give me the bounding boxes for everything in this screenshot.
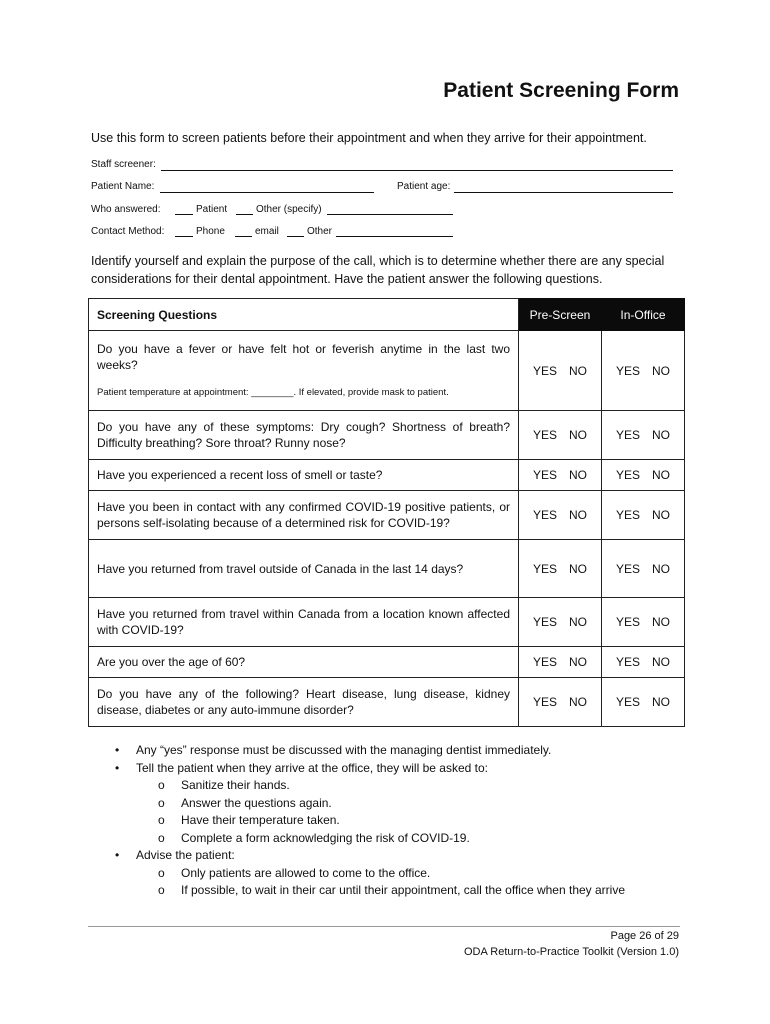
header-screening-questions: Screening Questions — [89, 299, 519, 331]
patient-age-field[interactable] — [454, 192, 673, 193]
sub-list-item — [115, 812, 675, 830]
yes-option[interactable]: YES — [615, 695, 640, 709]
table-row — [89, 491, 685, 540]
bullet-dot-icon: • — [115, 760, 120, 775]
sub-list-item — [115, 865, 675, 883]
question-text: Do you have any of the following? Heart disease, lung disease, kidney disease, diabetes or any auto-immune disorder? — [89, 678, 519, 727]
no-option[interactable]: NO — [652, 428, 670, 442]
bullet-text: Advise the patient: — [136, 848, 235, 862]
no-option[interactable]: NO — [569, 508, 587, 522]
inoffice-answer[interactable] — [602, 540, 685, 598]
contact-other-field[interactable] — [336, 236, 453, 237]
no-option[interactable]: NO — [569, 615, 587, 629]
circle-bullet-icon: o — [158, 795, 165, 810]
no-option[interactable]: NO — [569, 428, 587, 442]
staff-screener-label: Staff screener: — [91, 159, 156, 170]
footer-toolkit: ODA Return-to-Practice Toolkit (Version 1.0) — [464, 946, 679, 958]
page-number: Page 26 of 29 — [610, 930, 679, 942]
yes-option[interactable]: YES — [615, 615, 640, 629]
yes-option[interactable]: YES — [615, 508, 640, 522]
bullet-text: Any “yes” response must be discussed with the managing dentist immediately. — [136, 743, 552, 757]
no-option[interactable]: NO — [652, 695, 670, 709]
yes-option[interactable]: YES — [532, 655, 557, 669]
inoffice-answer[interactable] — [602, 411, 685, 460]
inoffice-answer[interactable] — [602, 647, 685, 678]
sub-list-item — [115, 777, 675, 795]
list-item — [115, 760, 675, 778]
no-option[interactable]: NO — [652, 655, 670, 669]
patient-age-label: Patient age: — [397, 181, 451, 192]
contact-other-check[interactable] — [287, 236, 304, 237]
yes-option[interactable]: YES — [615, 363, 640, 378]
no-option[interactable]: NO — [569, 468, 587, 482]
no-option[interactable]: NO — [652, 363, 670, 378]
sub-bullet-text: Answer the questions again. — [181, 795, 332, 810]
inoffice-answer[interactable] — [602, 678, 685, 727]
table-row — [89, 460, 685, 491]
intro-text: Use this form to screen patients before their appointment and when they arrive for their appointment. — [91, 131, 647, 145]
yes-option[interactable]: YES — [532, 468, 557, 482]
footer-divider — [88, 926, 680, 927]
list-item — [115, 847, 675, 865]
table-row — [89, 678, 685, 727]
yes-option[interactable]: YES — [615, 468, 640, 482]
no-option[interactable]: NO — [652, 561, 670, 576]
no-option[interactable]: NO — [652, 508, 670, 522]
question-text: Are you over the age of 60? — [89, 647, 519, 678]
yes-option[interactable]: YES — [532, 508, 557, 522]
no-option[interactable]: NO — [652, 615, 670, 629]
question-text: Have you been in contact with any confirmed COVID-19 positive patients, or persons self-isolating because of a determined risk for COVID-19? — [89, 491, 519, 540]
prescreen-answer[interactable] — [519, 411, 602, 460]
circle-bullet-icon: o — [158, 883, 165, 897]
question-text: Have you experienced a recent loss of smell or taste? — [89, 460, 519, 491]
patient-name-field[interactable] — [160, 192, 374, 193]
bullet-dot-icon: • — [115, 743, 120, 757]
prescreen-answer[interactable] — [519, 460, 602, 491]
table-row — [89, 411, 685, 460]
staff-screener-row — [91, 159, 156, 170]
sub-bullet-text: Only patients are allowed to come to the office. — [181, 865, 431, 880]
yes-option[interactable]: YES — [615, 561, 640, 576]
sub-list-item — [115, 795, 675, 813]
contact-email-check[interactable] — [235, 236, 252, 237]
inoffice-answer[interactable] — [602, 460, 685, 491]
contact-phone-check[interactable] — [175, 236, 193, 237]
yes-option[interactable]: YES — [615, 655, 640, 669]
who-other-specify-field[interactable] — [327, 214, 453, 215]
prescreen-answer[interactable] — [519, 491, 602, 540]
table-row — [89, 647, 685, 678]
table-header-row — [89, 299, 685, 331]
temperature-note: Patient temperature at appointment: ________. If elevated, provide mask to patient. — [97, 386, 449, 398]
yes-option[interactable]: YES — [532, 428, 557, 442]
question-text: Have you returned from travel outside of Canada in the last 14 days? — [89, 540, 519, 598]
prescreen-answer[interactable] — [519, 540, 602, 598]
sub-list-item — [115, 830, 675, 848]
inoffice-answer[interactable] — [602, 491, 685, 540]
yes-option[interactable]: YES — [615, 428, 640, 442]
screening-table — [88, 298, 685, 727]
table-row — [89, 598, 685, 647]
table-row — [89, 331, 685, 411]
who-other-check[interactable] — [236, 214, 253, 215]
no-option[interactable]: NO — [569, 561, 587, 576]
bullet-text: Tell the patient when they arrive at the office, they will be asked to: — [136, 760, 488, 775]
who-answered-label: Who answered: — [91, 204, 161, 215]
contact-phone-label: Phone — [196, 226, 225, 237]
table-row — [89, 540, 685, 598]
patient-name-label: Patient Name: — [91, 181, 155, 192]
sub-bullet-text: Sanitize their hands. — [181, 778, 290, 792]
circle-bullet-icon: o — [158, 865, 165, 880]
circle-bullet-icon: o — [158, 830, 165, 845]
sub-list-item — [115, 882, 675, 900]
sub-bullet-text: Complete a form acknowledging the risk of COVID-19. — [181, 830, 470, 845]
list-item — [115, 742, 675, 760]
header-prescreen: Pre-Screen — [519, 299, 602, 331]
contact-other-label: Other — [307, 226, 333, 237]
prescreen-answer[interactable] — [519, 598, 602, 647]
inoffice-answer[interactable] — [602, 598, 685, 647]
who-other-label: Other (specify) — [256, 204, 322, 215]
yes-option[interactable]: YES — [532, 363, 557, 378]
circle-bullet-icon: o — [158, 813, 165, 827]
yes-option[interactable]: YES — [532, 561, 557, 576]
question-text: Do you have a fever or have felt hot or feverish anytime in the last two weeks? — [97, 341, 510, 372]
prescreen-answer[interactable] — [519, 678, 602, 727]
instructions-paragraph: Identify yourself and explain the purpose of the call, which is to determine whether there are any special considerations for their dental appointment. Have the patient answer the following questions. — [91, 254, 665, 286]
inoffice-answer[interactable] — [602, 331, 685, 411]
bullet-dot-icon: • — [115, 848, 120, 862]
no-option[interactable]: NO — [569, 695, 587, 709]
prescreen-answer[interactable] — [519, 331, 602, 411]
circle-bullet-icon: o — [158, 778, 165, 792]
no-option[interactable]: NO — [569, 363, 587, 378]
page-title: Patient Screening Form — [443, 79, 679, 102]
bullet-list — [115, 742, 675, 900]
sub-bullet-text: Have their temperature taken. — [181, 813, 340, 827]
yes-option[interactable]: YES — [532, 695, 557, 709]
question-cell — [89, 331, 519, 411]
no-option[interactable]: NO — [652, 468, 670, 482]
contact-method-label: Contact Method: — [91, 226, 165, 237]
question-text: Have you returned from travel within Canada from a location known affected with COVID-19? — [89, 598, 519, 647]
header-inoffice: In-Office — [602, 299, 685, 331]
prescreen-answer[interactable] — [519, 647, 602, 678]
sub-bullet-text: If possible, to wait in their car until their appointment, call the office when they arrive — [181, 883, 626, 897]
no-option[interactable]: NO — [569, 655, 587, 669]
staff-screener-field[interactable] — [161, 170, 673, 171]
who-patient-label: Patient — [196, 204, 228, 215]
question-text: Do you have any of these symptoms: Dry cough? Shortness of breath? Difficulty breathing? Sore throat? Runny nose? — [89, 411, 519, 460]
yes-option[interactable]: YES — [532, 615, 557, 629]
who-patient-check[interactable] — [175, 214, 193, 215]
contact-email-label: email — [255, 226, 279, 237]
